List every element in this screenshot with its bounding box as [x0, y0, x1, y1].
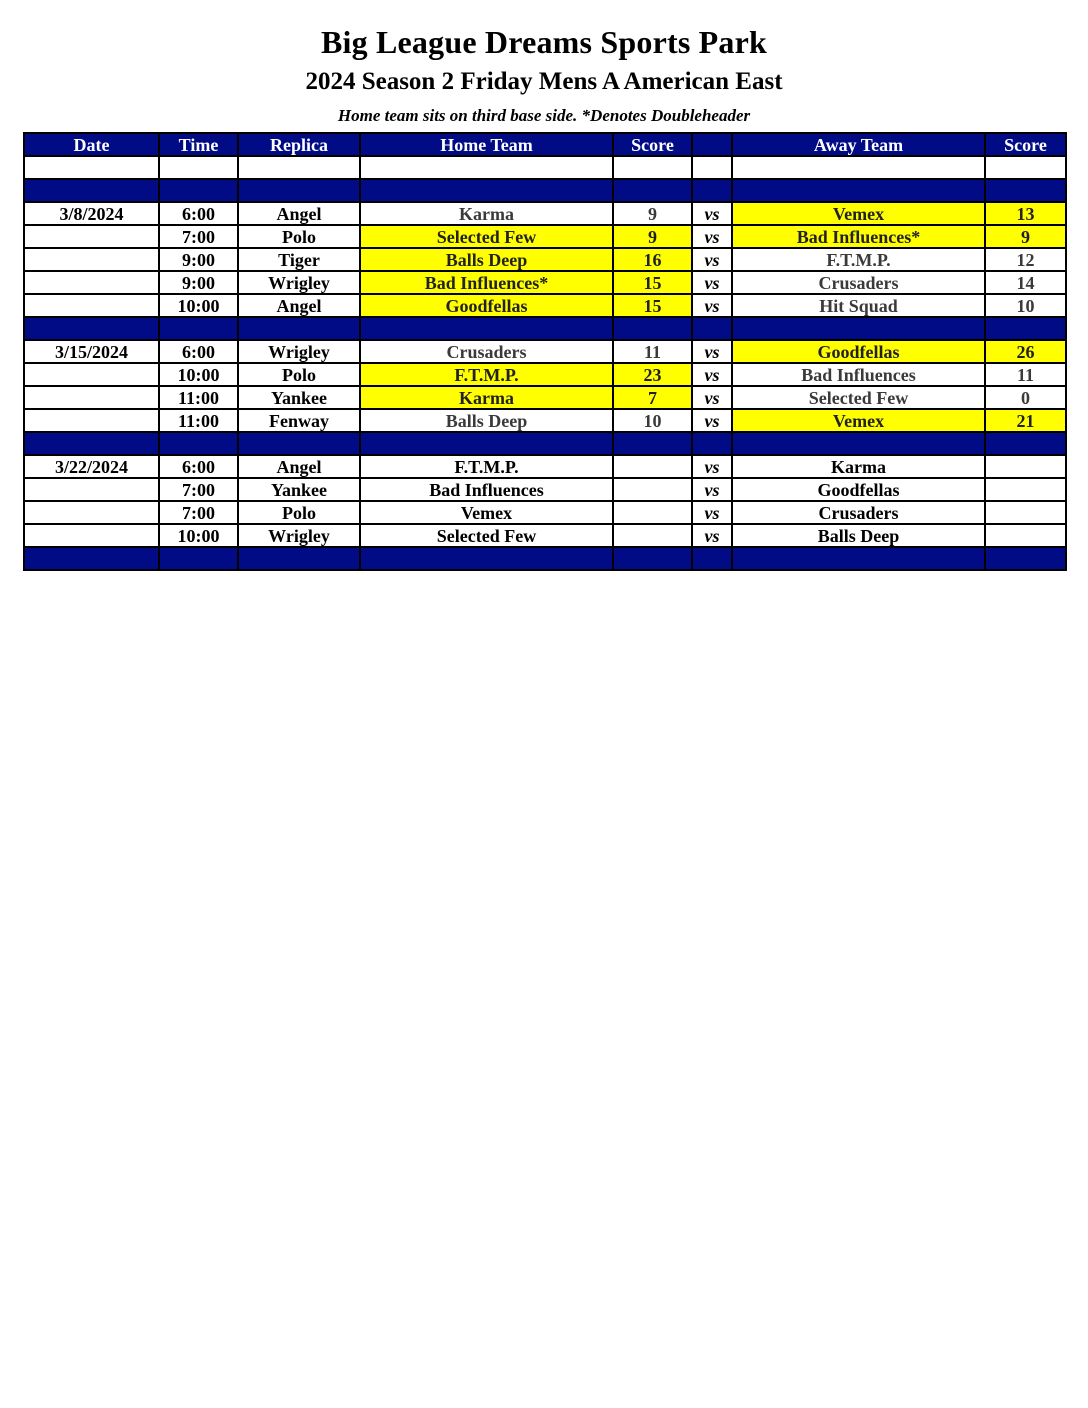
home-team-cell: Selected Few — [360, 225, 613, 248]
game-row — [24, 501, 1066, 524]
game-row — [24, 248, 1066, 271]
home-team-cell: Vemex — [360, 501, 613, 524]
vs-cell: vs — [692, 202, 732, 225]
replica-cell: Wrigley — [238, 340, 360, 363]
away-score-cell — [985, 432, 1066, 455]
home-team-cell: Bad Influences — [360, 478, 613, 501]
home-score-cell: 15 — [613, 271, 692, 294]
vs-cell: vs — [692, 340, 732, 363]
home-score-cell — [613, 432, 692, 455]
home-team-cell: Crusaders — [360, 340, 613, 363]
away-team-cell: Hit Squad — [732, 294, 985, 317]
vs-cell: vs — [692, 363, 732, 386]
date-cell — [24, 386, 159, 409]
home-team-cell: Selected Few — [360, 524, 613, 547]
time-cell — [159, 547, 238, 570]
time-cell — [159, 317, 238, 340]
away-score-cell — [985, 501, 1066, 524]
home-score-cell — [613, 317, 692, 340]
schedule-subtitle: 2024 Season 2 Friday Mens A American East — [305, 68, 783, 95]
home-team-cell: Karma — [360, 386, 613, 409]
away-team-cell — [732, 547, 985, 570]
col-time-header: Time — [159, 133, 238, 156]
col-home-team-header: Home Team — [360, 133, 613, 156]
vs-cell: vs — [692, 225, 732, 248]
home-score-cell: 15 — [613, 294, 692, 317]
schedule-note: Home team sits on third base side. *Denotes Doubleheader — [337, 106, 751, 125]
time-cell — [159, 156, 238, 179]
col-home-score-header: Score — [613, 133, 692, 156]
date-cell — [24, 317, 159, 340]
home-score-cell: 16 — [613, 248, 692, 271]
home-score-cell — [613, 478, 692, 501]
date-cell — [24, 501, 159, 524]
date-cell — [24, 294, 159, 317]
date-cell — [24, 225, 159, 248]
away-score-cell — [985, 179, 1066, 202]
date-cell — [24, 179, 159, 202]
time-cell: 7:00 — [159, 501, 238, 524]
away-team-cell: Karma — [732, 455, 985, 478]
home-score-cell — [613, 455, 692, 478]
away-score-cell — [985, 524, 1066, 547]
date-cell — [24, 524, 159, 547]
home-team-cell: Balls Deep — [360, 409, 613, 432]
home-score-cell: 10 — [613, 409, 692, 432]
home-score-cell: 9 — [613, 202, 692, 225]
home-team-cell — [360, 432, 613, 455]
replica-cell: Polo — [238, 225, 360, 248]
home-score-cell: 7 — [613, 386, 692, 409]
away-team-cell: Bad Influences* — [732, 225, 985, 248]
away-score-cell — [985, 455, 1066, 478]
page-title: Big League Dreams Sports Park — [320, 24, 768, 60]
away-score-cell: 0 — [985, 386, 1066, 409]
replica-cell: Polo — [238, 363, 360, 386]
header-row — [24, 133, 1066, 156]
away-score-cell: 10 — [985, 294, 1066, 317]
replica-cell: Yankee — [238, 478, 360, 501]
home-team-cell: F.T.M.P. — [360, 363, 613, 386]
time-cell: 10:00 — [159, 363, 238, 386]
replica-cell — [238, 432, 360, 455]
vs-cell — [692, 547, 732, 570]
home-team-cell — [360, 547, 613, 570]
separator-row — [24, 317, 1066, 340]
vs-cell: vs — [692, 271, 732, 294]
game-row — [24, 455, 1066, 478]
away-team-cell: Balls Deep — [732, 524, 985, 547]
home-score-cell — [613, 547, 692, 570]
game-row — [24, 363, 1066, 386]
replica-cell: Tiger — [238, 248, 360, 271]
home-team-cell: Goodfellas — [360, 294, 613, 317]
date-cell — [24, 432, 159, 455]
vs-cell — [692, 179, 732, 202]
replica-cell: Polo — [238, 501, 360, 524]
away-score-cell: 9 — [985, 225, 1066, 248]
blank-row — [24, 156, 1066, 179]
replica-cell: Angel — [238, 202, 360, 225]
schedule-table — [23, 132, 1067, 571]
separator-row — [24, 179, 1066, 202]
col-away-team-header: Away Team — [732, 133, 985, 156]
col-away-score-header: Score — [985, 133, 1066, 156]
away-team-cell: Goodfellas — [732, 340, 985, 363]
home-score-cell: 23 — [613, 363, 692, 386]
game-row — [24, 225, 1066, 248]
date-cell — [24, 547, 159, 570]
time-cell: 6:00 — [159, 455, 238, 478]
away-team-cell: Vemex — [732, 409, 985, 432]
away-team-cell: Crusaders — [732, 501, 985, 524]
game-row — [24, 524, 1066, 547]
game-row — [24, 478, 1066, 501]
away-team-cell — [732, 156, 985, 179]
away-score-cell: 11 — [985, 363, 1066, 386]
vs-cell: vs — [692, 409, 732, 432]
col-replica-header: Replica — [238, 133, 360, 156]
game-row — [24, 271, 1066, 294]
time-cell: 7:00 — [159, 478, 238, 501]
replica-cell: Yankee — [238, 386, 360, 409]
vs-cell — [692, 156, 732, 179]
date-cell — [24, 248, 159, 271]
vs-cell: vs — [692, 386, 732, 409]
away-team-cell: Vemex — [732, 202, 985, 225]
col-date-header: Date — [24, 133, 159, 156]
away-team-cell: Crusaders — [732, 271, 985, 294]
replica-cell — [238, 317, 360, 340]
time-cell — [159, 432, 238, 455]
game-row — [24, 294, 1066, 317]
schedule-body — [24, 156, 1066, 570]
replica-cell — [238, 156, 360, 179]
away-score-cell: 21 — [985, 409, 1066, 432]
replica-cell — [238, 179, 360, 202]
replica-cell: Wrigley — [238, 271, 360, 294]
time-cell: 6:00 — [159, 202, 238, 225]
away-team-cell — [732, 432, 985, 455]
time-cell — [159, 179, 238, 202]
time-cell: 9:00 — [159, 271, 238, 294]
vs-cell: vs — [692, 455, 732, 478]
vs-cell: vs — [692, 501, 732, 524]
home-score-cell — [613, 179, 692, 202]
home-team-cell: Karma — [360, 202, 613, 225]
away-team-cell: F.T.M.P. — [732, 248, 985, 271]
time-cell: 10:00 — [159, 524, 238, 547]
date-cell — [24, 156, 159, 179]
away-score-cell — [985, 317, 1066, 340]
game-row — [24, 340, 1066, 363]
home-score-cell: 11 — [613, 340, 692, 363]
vs-cell: vs — [692, 294, 732, 317]
away-team-cell — [732, 179, 985, 202]
time-cell: 10:00 — [159, 294, 238, 317]
away-team-cell: Goodfellas — [732, 478, 985, 501]
home-score-cell — [613, 501, 692, 524]
vs-cell — [692, 432, 732, 455]
date-cell: 3/22/2024 — [24, 455, 159, 478]
home-score-cell: 9 — [613, 225, 692, 248]
time-cell: 6:00 — [159, 340, 238, 363]
replica-cell: Wrigley — [238, 524, 360, 547]
col-vs-header — [692, 133, 732, 156]
away-score-cell — [985, 547, 1066, 570]
date-cell — [24, 363, 159, 386]
time-cell: 11:00 — [159, 409, 238, 432]
home-team-cell — [360, 179, 613, 202]
home-team-cell: Balls Deep — [360, 248, 613, 271]
away-team-cell — [732, 317, 985, 340]
home-score-cell — [613, 156, 692, 179]
away-score-cell: 13 — [985, 202, 1066, 225]
time-cell: 7:00 — [159, 225, 238, 248]
away-score-cell: 12 — [985, 248, 1066, 271]
date-cell: 3/15/2024 — [24, 340, 159, 363]
replica-cell — [238, 547, 360, 570]
home-team-cell: Bad Influences* — [360, 271, 613, 294]
home-team-cell: F.T.M.P. — [360, 455, 613, 478]
date-cell — [24, 478, 159, 501]
vs-cell: vs — [692, 478, 732, 501]
time-cell: 9:00 — [159, 248, 238, 271]
away-score-cell — [985, 156, 1066, 179]
time-cell: 11:00 — [159, 386, 238, 409]
away-score-cell: 26 — [985, 340, 1066, 363]
date-cell — [24, 271, 159, 294]
game-row — [24, 409, 1066, 432]
replica-cell: Angel — [238, 294, 360, 317]
game-row — [24, 202, 1066, 225]
vs-cell: vs — [692, 524, 732, 547]
home-score-cell — [613, 524, 692, 547]
replica-cell: Angel — [238, 455, 360, 478]
date-cell: 3/8/2024 — [24, 202, 159, 225]
home-team-cell — [360, 156, 613, 179]
replica-cell: Fenway — [238, 409, 360, 432]
home-team-cell — [360, 317, 613, 340]
separator-row — [24, 547, 1066, 570]
away-team-cell: Bad Influences — [732, 363, 985, 386]
date-cell — [24, 409, 159, 432]
game-row — [24, 386, 1066, 409]
away-score-cell — [985, 478, 1066, 501]
away-team-cell: Selected Few — [732, 386, 985, 409]
vs-cell: vs — [692, 248, 732, 271]
away-score-cell: 14 — [985, 271, 1066, 294]
separator-row — [24, 432, 1066, 455]
vs-cell — [692, 317, 732, 340]
